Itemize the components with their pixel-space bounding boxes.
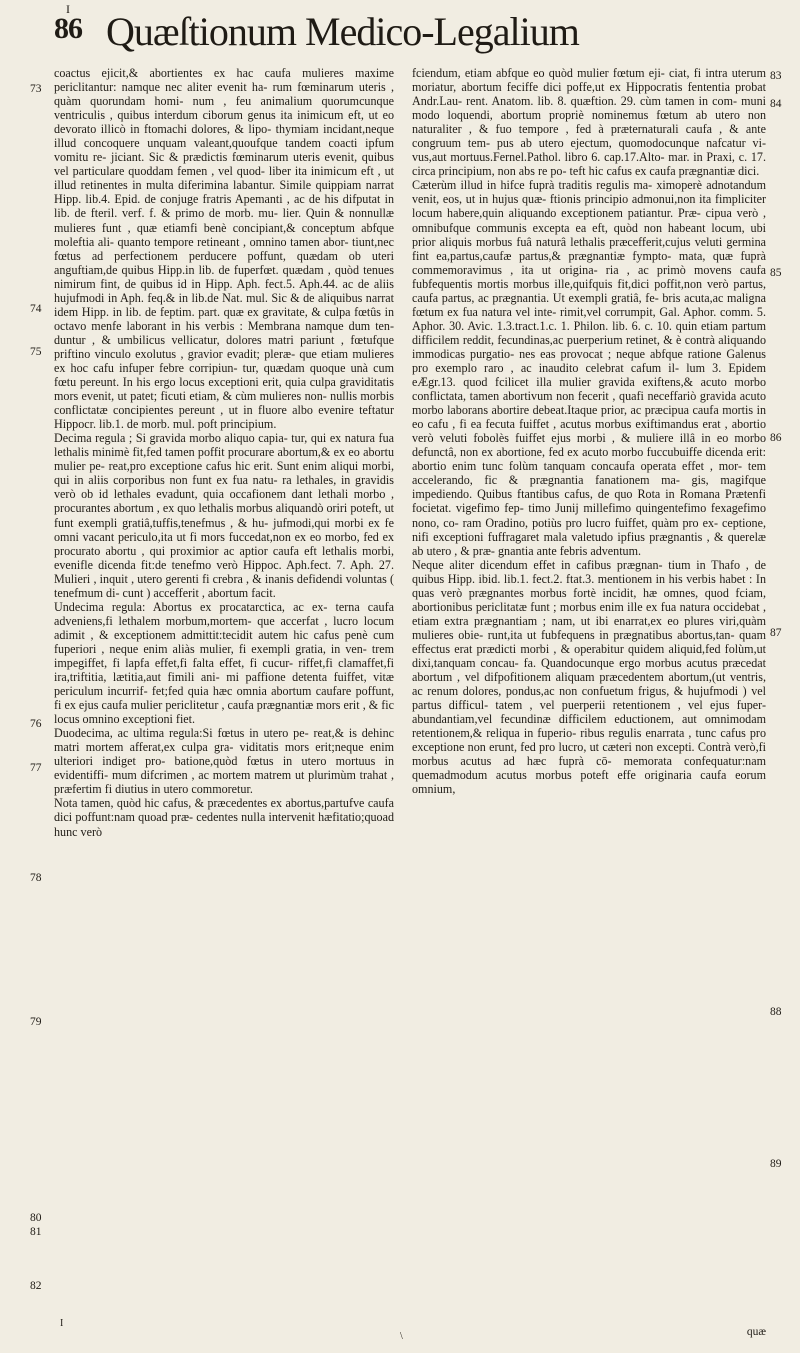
paragraph: Undecima regula: Abortus ex procatarctica, ac ex- terna caufa adveniens,fi lethalem morbum,mortem- que accerfat , lucro locum adimit , & exceptionem admittit:tecidit autem hic cafus penè cum fuperiori , neque enim aliàs mulier, fi exempli gratia, in ven- trem impegiffet, fi lapfa effet,fi falta effet, fi cucur- riffet,fi clamaffet,fi ira,triftitia, lætitia,aut fimili ani- mi paffione detenta fuiffet, vitæ periculum incurrif- fet;fed quia hæc omnia abortum caufare poffunt, fi ex ejus caufa mulier periclitetur , caufa prægnantiæ mors erit , & fic locus omnino exceptioni fiet. (54, 599, 394, 727)
margin-number: 83 (770, 70, 782, 82)
paragraph: Cæterùm illud in hifce fuprà traditis regulis ma- ximoperè adnotandum venit, eos, ut in hujus quæ- ftionis principio admonui,non ita fimpliciter locum habere,quin aliquando exceptionem patiantur. Præ- cipua verò , omnibufque communis excepta ea eft, quòd non habeant locum, ubi prior aliquis morbus fuâ naturâ lethalis præcefferit,cujus veluti germina fint ea,partus,caufæ partus,& prægnantiæ fympto- mata, quæ fuprà commemoravimus , ita ut origina- ria , ac primò movens caufa fubfequentis mortis morbus ille,quifquis fit,dici poffit,non verò partus, caufa partus, ac prægnantia. Ut exempli gratiâ, fe- bris acuta,ac maligna fœtum ex fua natura vel inte- rimit,vel corrumpit, Gal. Aphor. comm. 5. Aphor. 30. Avic. 1.3.tract.1.c. 1. Philon. lib. 6. c. 10. quin etiam partum difficilem reddit, fecundinas,ac puerperium retinet, & è contrà aliquando immodicas purgatio- nes eas provocat ; neque abfque ratione Galenus pro exemplo raro , ac inaudito celebrat cafum il- lum 3. Epidem eÆgr.13. quod fcilicet illa mulier gravida exiftens,& acuto morbo conflictata, tamen abortivum non fecerit , quafi neceffariò gravida acuto morbo laborans abortire debeat.Itaque prior, ac præcipua caufa mortis in eo cafu , fi ea fecuta fuiffet , acutus morbus exiftimandus erat , abortio verò veluti fobolès fuiffet ejus morbi , & muliere illâ in eo morbo defunctâ, non ex abortione, fed ex acuto morbo fuccubuiffe dicenda erit: abortio enim tunc folùm tanquam concaufa operata effet , mor- tem accelerando, fic & prægnantia fanationem ma- gis, magifque impediendo. Quibus ftantibus cafus, de quo Rota in Romana Prætenfi focietat. vigefimo fep- timo Junij millefimo quingentefimo fexagefimo nono, co- ram Oradino, potiùs pro lucro fuiffet, quàm pro ex- ceptione, nifi exceptioni fuffragaret mala valetudo ipfius prægnantis , & querelæ ab utero , & præ- gnantia ante febris adventum. (412, 178, 766, 558)
margin-number: 73 (30, 83, 42, 95)
margin-number: 84 (770, 98, 782, 110)
margin-number: 87 (770, 627, 782, 639)
top-mark: I (66, 2, 70, 16)
margin-number: 74 (30, 303, 42, 315)
right-margin-numbers (770, 0, 796, 1300)
margin-number: 86 (770, 432, 782, 444)
paragraph: Decima regula ; Si gravida morbo aliquo capia- tur, qui ex natura fua lethalis minimè fit,fed tamen poffit procurare abortum,& ex eo abortu mulier pe- reat,pro exceptione cafus hic erit. Sunt enim aliqui morbi, qui in aliis corporibus non funt ex fua natu- ra lethales, in gravidis verò ob id lethales evadunt, quia occafionem dant lethali morbo , procurantes abortum , ex quo lethalis morbus aliquandò oriri poteft, ut funt exempli gratiâ,tuffis,tenefmus , & hu- jufmodi,qui morbi ex fe omni vacant periculo,ita ut fi mors fuccedat,non ex eo morbo, fed ex procurato abortu , qui proximior ac aptior caufa eft lethalis morbi, evenifle dicenda fit:de tenefmo verò Hippoc. Aph.fect. 7. Aph. 27. Mulieri , inquit , utero gerenti fi crebra , & inanis defidendi voluntas ( tenefmum di- cunt ) accefferit , abortum facit. (54, 431, 394, 600)
margin-number: 82 (30, 1280, 42, 1292)
page-number: 86 (54, 12, 82, 45)
signature-mark: \ (400, 1331, 403, 1342)
paragraph: coactus ejicit,& abortientes ex hac caufa mulieres maxime periclitantur: namque nec aliter evenit ha- rum fœminarum uteris , quàm quorundam homi- num , feu animalium quorumcunque ventriculis , quibus interdum ciborum genus ita inimicum eft, ut eo devorato illicò in ftomachi dolores, & lipo- thymiam incidant,neque illud concoquere unquam valeant,quoufque tandem coacti ipfum vomitu re- jiciant. Sic & prædictis fœminarum uteris evenit, quibus vel particulare quoddam femen , vel quod- liber ita inimicum eft , ut illud retinentes in multa diferimina labantur. Simile quippiam narrat Hipp. lib.4. Epid. de conjuge fratris Apemanti , ac de his difputat in lib. de fteril. verf. f. & primo de morb. mu- lier. Quin & nonnullæ mulieres funt , quæ etiamfi benè concipiant,& conceptum abfque moleftia ali- quanto tempore retineant , omnino tamen abor- tiunt,nec fœtus ad perfectionem perducere poffunt, quædam ob uteri anguftiam,de quibus Hipp.in lib. de fuperfœt. quædam , quòd tenues nimirum fint, de quibus id in Hipp. Aph. fect.5. Aph.44. ac de aliis hujufmodi in Aph. feq.& in lib.de Nat. mul. Sic & de aliquibus narrat idem Hipp. in lib. de feptim. part. quæ ex gravitate, & culpa fœtûs in octavo menfe laborant in his verbis : Membrana namque dum ten- duntur , & umbilicus vellicatur, dolores matri pariunt , fœtufque priftino vinculo exolutus , gravior evadit; pleræ- que etiam mulieres ex hoc cafu infuper febre corripiun- tur, quædam quoque unà cum fœtu pereunt. In his ergo locus exceptioni erit, quia culpa graviditatis mors evenit, ut patet; ficuti etiam, & cùm mulieres non- nullis morbis conflictatæ concipientes pereunt , ut in fluore albo evenire teftatur Hippocr. lib.1. de morb. mul. poft principium. (54, 66, 394, 432)
margin-number: 78 (30, 872, 42, 884)
margin-number: 80 (30, 1212, 42, 1224)
margin-number: 75 (30, 346, 42, 358)
margin-number: 77 (30, 762, 42, 774)
left-margin-numbers (30, 0, 50, 1300)
catchword: quæ (746, 1326, 766, 1338)
margin-number: 85 (770, 267, 782, 279)
paragraph: Neque aliter dicendum effet in cafibus prægnan- tium in Thafo , de quibus Hipp. ibid. lib.1. fect.2. ftat.3. mentionem in his verbis habet : In quas verò prægnantes morbus fortè incidit, hæ omnes, quod fciam, abortionibus periclitatæ funt ; morbus enim ille ex fua natura occidebat , etiam extra prægnantiam ; nam, ut ibi enarrat,ex eo plures viri,quàm mulieres obie- runt,ita ut fubfequens in prægnatibus abortus,tan- quam effectus erat prædicti morbi , & operabitur quidem aliquid,fed folùm,ut dixi,tanquam concau- fa. Quandocunque ergo morbus acutus præcedat abortum , vel difpofitionem aliquam præcedentem abortum,(ut ventris, ac renum dolores, pondus,ac non confuetum frigus, & hujufmodi ) vel partus difficul- tatem , vel puerperii retentionem , vel ejus fuper- abundantiam,vel fecundinæ difficilem eductionem, aut omnimodam retentionem,& reliqua in fuperio- ribus regulis enarrata , tunc cafus pro exceptione non erunt, fed pro lucro, ut cæteri non excepti. Contrà verò,fi morbus acutus ad hæc fuprà cō- memorata confequatur:nam quemadmodum acutus morbus poteft effe originaria caufa eorum omnium, (412, 557, 766, 797)
paragraph: Nota tamen, quòd hic cafus, & præcedentes ex abortus,partufve caufa dici poffunt:nam quoad præ- cedentes nulla intervenit hæfitatio;quoad hunc verò (54, 796, 394, 839)
paragraph: Duodecima, ac ultima regula:Si fœtus in utero pe- reat,& is dehinc matri mortem afferat,ex culpa gra- viditatis mors erit;neque enim ulteriori indiget pro- batione,quòd fœtus in utero mortuus in evidentiffi- mum difcrimen , ac mortem matrem ut plurimùm trahat , præfertim fi diutius in utero commoretur. (54, 726, 394, 797)
paragraph: fciendum, etiam abfque eo quòd mulier fœtum eji- ciat, fi intra uterum moriatur, abortum feciffe dici poffe,ut ex Hippocratis fententia probat Andr.Lau- rent. Anatom. lib. 8. quæftion. 29. cùm tamen in com- muni modo loquendi, abortum propriè nominemus fœtum ab utero non naturaliter , & fuo tempore , fed à præternaturali caufa , & ante congruum tem- pus ab utero ejectum, quomodocunque nafcatur vi- vus,aut mortuus.Fernel.Pathol. libro 6. cap.17.Alto- mar. in Praxi, c. 17. circa principium, non abs re po- teft hic cafus ex caufa prægnantiæ dici. (412, 66, 766, 179)
signature-mark: I (60, 1318, 64, 1329)
margin-number: 76 (30, 718, 42, 730)
running-title: Quæſtionum Medico-Legalium (106, 9, 579, 54)
margin-number: 79 (30, 1016, 42, 1028)
left-column (54, 66, 394, 839)
margin-number: 89 (770, 1158, 782, 1170)
margin-number: 88 (770, 1006, 782, 1018)
right-column (412, 66, 766, 796)
page-header (54, 2, 780, 56)
margin-number: 81 (30, 1226, 42, 1238)
